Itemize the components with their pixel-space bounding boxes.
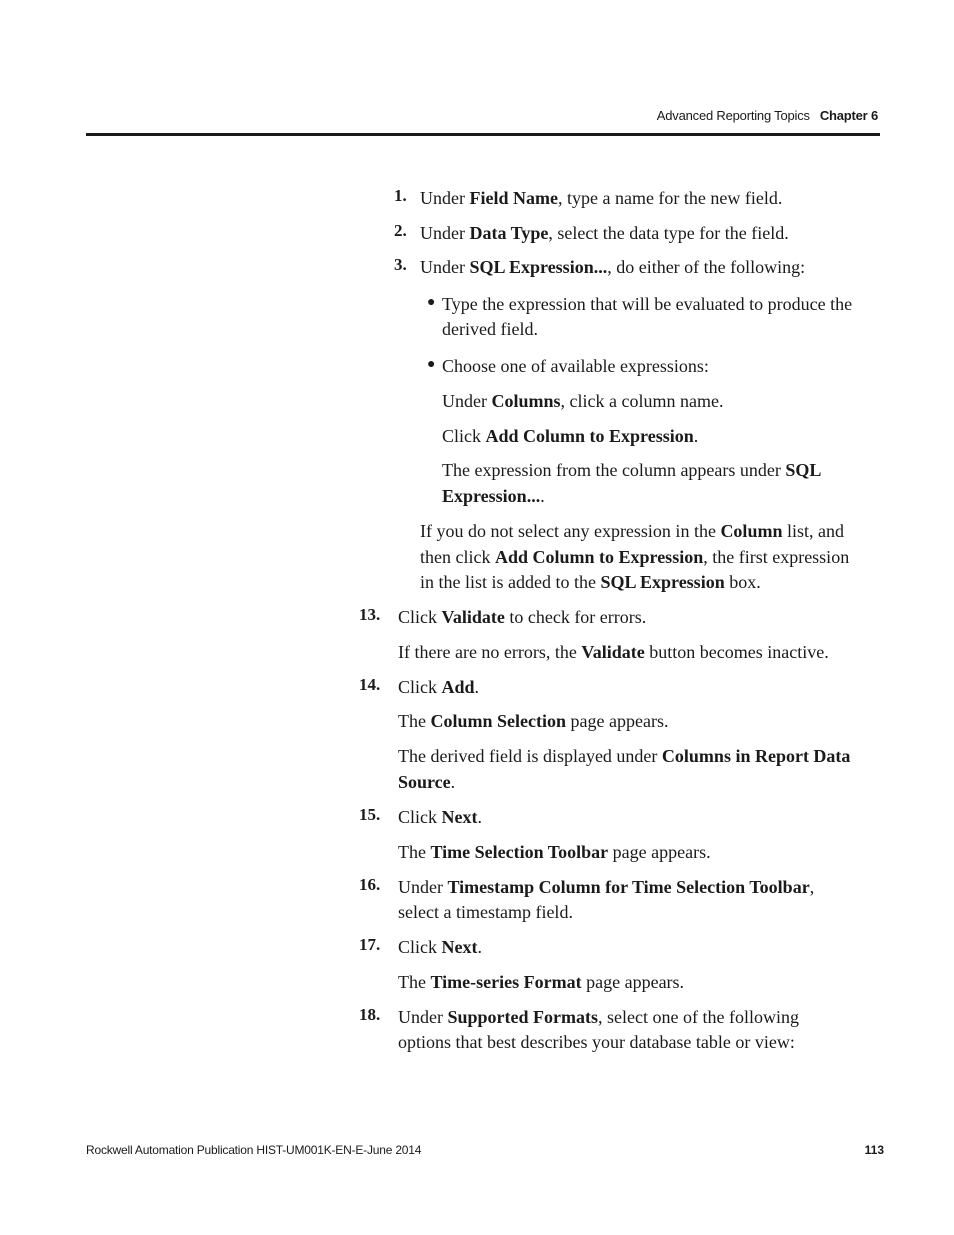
ui-term: Add	[441, 677, 475, 697]
header-chapter: Chapter 6	[819, 108, 878, 123]
bullet-icon: ●	[427, 295, 436, 310]
ui-term: Timestamp Column for Time Selection Toolbar	[447, 877, 810, 897]
ui-term: SQL	[785, 460, 822, 480]
step-13-result: If there are no errors, the Validate button becomes inactive.	[398, 642, 829, 662]
ui-term: Column	[720, 521, 783, 541]
ui-term: Source	[398, 772, 451, 792]
note-line-1: If you do not select any expression in the Column list, and	[420, 521, 844, 541]
running-header	[600, 108, 878, 123]
ui-term: SQL Expression	[600, 572, 725, 592]
ui-term: Supported Formats	[447, 1007, 598, 1027]
ui-term: Add Column to Expression	[485, 426, 694, 446]
ui-term: Add Column to Expression	[494, 547, 704, 567]
step-3-text: Under SQL Expression..., do either of the following:	[420, 257, 806, 277]
step-15-result: The Time Selection Toolbar page appears.	[398, 842, 711, 862]
sub-step-expression-line-1: The expression from the column appears under SQL	[442, 460, 822, 480]
bullet-1-line-1: Type the expression that will be evaluated to produce the	[442, 294, 853, 314]
bullet-icon: ●	[427, 357, 436, 372]
page-number: 113	[864, 1143, 884, 1157]
step-18-number: 18.	[359, 1005, 381, 1024]
step-15-text: Click Next.	[398, 807, 482, 827]
step-17-result: The Time-series Format page appears.	[398, 972, 685, 992]
sub-step-columns: Under Columns, click a column name.	[442, 391, 724, 411]
step-3-number: 3.	[394, 255, 407, 274]
step-13-text: Click Validate to check for errors.	[398, 607, 647, 627]
note-line-2: then click Add Column to Expression, the first expression	[420, 547, 850, 567]
step-14-number: 14.	[359, 675, 381, 694]
ui-term: Field Name	[469, 188, 558, 208]
ui-term: Columns in Report Data	[661, 746, 851, 766]
ui-term: Validate	[441, 607, 505, 627]
step-2-text: Under Data Type, select the data type for the field.	[420, 223, 789, 243]
ui-term: Expression...	[442, 486, 541, 506]
step-18-text-line-1: Under Supported Formats, select one of the following	[398, 1007, 799, 1027]
note-line-3: in the list is added to the SQL Expression box.	[420, 572, 761, 592]
step-18-text-line-2: options that best describes your database table or view:	[398, 1032, 795, 1052]
header-section-title: Advanced Reporting Topics	[656, 108, 810, 123]
sub-step-expression-line-2: Expression....	[442, 486, 545, 506]
step-16-text-line-2: select a timestamp field.	[398, 902, 573, 922]
step-14-text: Click Add.	[398, 677, 480, 697]
ui-term: Next	[441, 807, 478, 827]
ui-term: SQL Expression...	[469, 257, 608, 277]
step-1-text: Under Field Name, type a name for the new field.	[420, 188, 783, 208]
footer-publication: Rockwell Automation Publication HIST-UM001K-EN-E-June 2014	[86, 1143, 422, 1157]
ui-term: Validate	[581, 642, 645, 662]
ui-term: Time-series Format	[430, 972, 582, 992]
step-2-number: 2.	[394, 221, 407, 240]
ui-term: Next	[441, 937, 478, 957]
ui-term: Column Selection	[430, 711, 566, 731]
step-13-number: 13.	[359, 605, 381, 624]
step-17-text: Click Next.	[398, 937, 482, 957]
step-14-result-2-line-1: The derived field is displayed under Columns in Report Data	[398, 746, 851, 766]
sub-step-add-column: Click Add Column to Expression.	[442, 426, 699, 446]
ui-term: Columns	[491, 391, 561, 411]
bullet-2-text: Choose one of available expressions:	[442, 356, 709, 376]
step-14-result-1: The Column Selection page appears.	[398, 711, 669, 731]
bullet-1-line-2: derived field.	[442, 319, 538, 339]
header-rule	[86, 133, 880, 136]
step-17-number: 17.	[359, 935, 381, 954]
step-14-result-2-line-2: Source.	[398, 772, 456, 792]
step-1-number: 1.	[394, 186, 407, 205]
step-16-text-line-1: Under Timestamp Column for Time Selection Toolbar,	[398, 877, 815, 897]
step-15-number: 15.	[359, 805, 381, 824]
step-16-number: 16.	[359, 875, 381, 894]
ui-term: Time Selection Toolbar	[430, 842, 609, 862]
ui-term: Data Type	[469, 223, 549, 243]
